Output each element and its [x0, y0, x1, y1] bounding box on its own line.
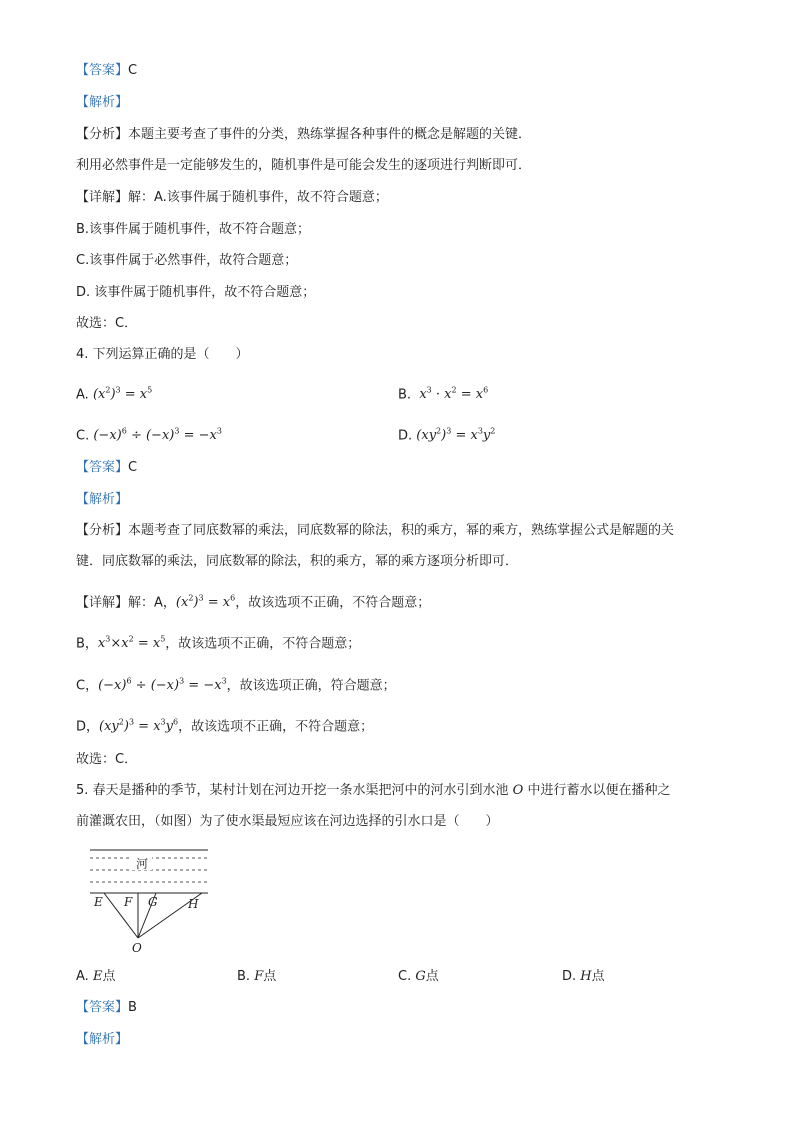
- q4-fenxi-1: 【分析】本题考查了同底数幂的乘法，同底数幂的除法，积的乘方，幂的乘方，熟练掌握公式是解题的关: [76, 523, 675, 538]
- q4-option-c-formula: $(-x)^6 \div (-x)^3 = -x^3$: [93, 427, 222, 444]
- q4-detail-b: B，$x^3\times x^2 = x^5$，故该选项不正确，不符合题意；: [76, 635, 361, 652]
- q3-detail-a: 【详解】解：A.该事件属于随机事件，故不符合题意；: [76, 190, 388, 205]
- point-h-label: H: [188, 897, 199, 911]
- q5-option-c: C. G点: [398, 969, 439, 984]
- q3-detail-b: B.该事件属于随机事件，故不符合题意；: [76, 222, 311, 237]
- q5-analysis-tag: 【解析】: [76, 1032, 129, 1047]
- q4-detail-b-formula: $x^3\times x^2 = x^5$: [97, 635, 166, 652]
- q4-option-a: A. $(x^2)^3 = x^5$: [76, 386, 153, 403]
- q3-fenxi-2: 利用必然事件是一定能够发生的，随机事件是可能会发生的逐项进行判断即可．: [76, 158, 532, 173]
- q3-choose: 故选：C．: [76, 316, 138, 331]
- q4-detail-c-formula: $(-x)^6 \div (-x)^3 = -x^3$: [98, 677, 227, 694]
- q5-option-d: D. H点: [562, 969, 605, 984]
- q4-detail-a-formula: $(x^2)^3 = x^6$: [175, 594, 236, 611]
- q5-stem-line-2: 前灌溉农田，（如图）为了使水渠最短应该在河边选择的引水口是（ ）: [76, 814, 499, 829]
- point-f-label: F: [124, 895, 133, 909]
- q3-answer: 【答案】C: [76, 63, 138, 78]
- q4-analysis-tag: 【解析】: [76, 492, 129, 507]
- q4-fenxi-2: 键．同底数幂的乘法，同底数幂的除法，积的乘方，幂的乘方逐项分析即可．: [76, 554, 519, 569]
- q3-detail-d: D. 该事件属于随机事件，故不符合题意；: [76, 285, 316, 300]
- q3-fenxi-1: 【分析】本题主要考查了事件的分类，熟练掌握各种事件的概念是解题的关键．: [76, 127, 532, 142]
- point-e-label: E: [94, 895, 103, 909]
- channel-e: [104, 893, 138, 938]
- q4-option-b-formula: $x^3 \cdot x^2 = x^6$: [419, 386, 489, 403]
- q3-analysis-tag: 【解析】: [76, 95, 129, 110]
- q4-detail-a: 【详解】解：A，$(x^2)^3 = x^6$，故该选项不正确，不符合题意；: [76, 594, 431, 611]
- q4-detail-c: C，$(-x)^6 \div (-x)^3 = -x^3$，故该选项正确，符合题意；: [76, 677, 396, 694]
- q4-detail-d: D，$(xy^2)^3 = x^3y^6$，故该选项不正确，不符合题意；: [76, 718, 374, 735]
- point-o-label: O: [132, 941, 142, 955]
- q4-option-d-formula: $(xy^2)^3 = x^3y^2$: [416, 427, 496, 444]
- q5-option-a: A. E点: [76, 969, 116, 984]
- q4-option-a-formula: $(x^2)^3 = x^5$: [92, 386, 153, 403]
- river-label: 河: [136, 857, 149, 871]
- point-g-label: G: [148, 895, 158, 909]
- q4-choose: 故选：C．: [76, 752, 138, 767]
- q3-detail-c: C.该事件属于必然事件，故符合题意；: [76, 253, 298, 268]
- q5-option-b: B. F点: [237, 969, 277, 984]
- q4-detail-d-formula: $(xy^2)^3 = x^3y^6$: [99, 718, 179, 735]
- q4-answer: 【答案】C: [76, 460, 138, 475]
- q5-answer: 【答案】B: [76, 1000, 137, 1015]
- q4-option-d: D. $(xy^2)^3 = x^3y^2$: [398, 427, 496, 444]
- river-figure: [84, 844, 214, 959]
- q5-stem-line-1: 5. 春天是播种的季节，某村计划在河边开挖一条水渠把河中的河水引到水池 O 中进行蓄水以便在播种之: [76, 783, 671, 798]
- q4-stem: 4. 下列运算正确的是（ ）: [76, 347, 249, 362]
- q4-option-c: C. $(-x)^6 \div (-x)^3 = -x^3$: [76, 427, 222, 444]
- q4-option-b: B. $x^3 \cdot x^2 = x^6$: [398, 386, 489, 403]
